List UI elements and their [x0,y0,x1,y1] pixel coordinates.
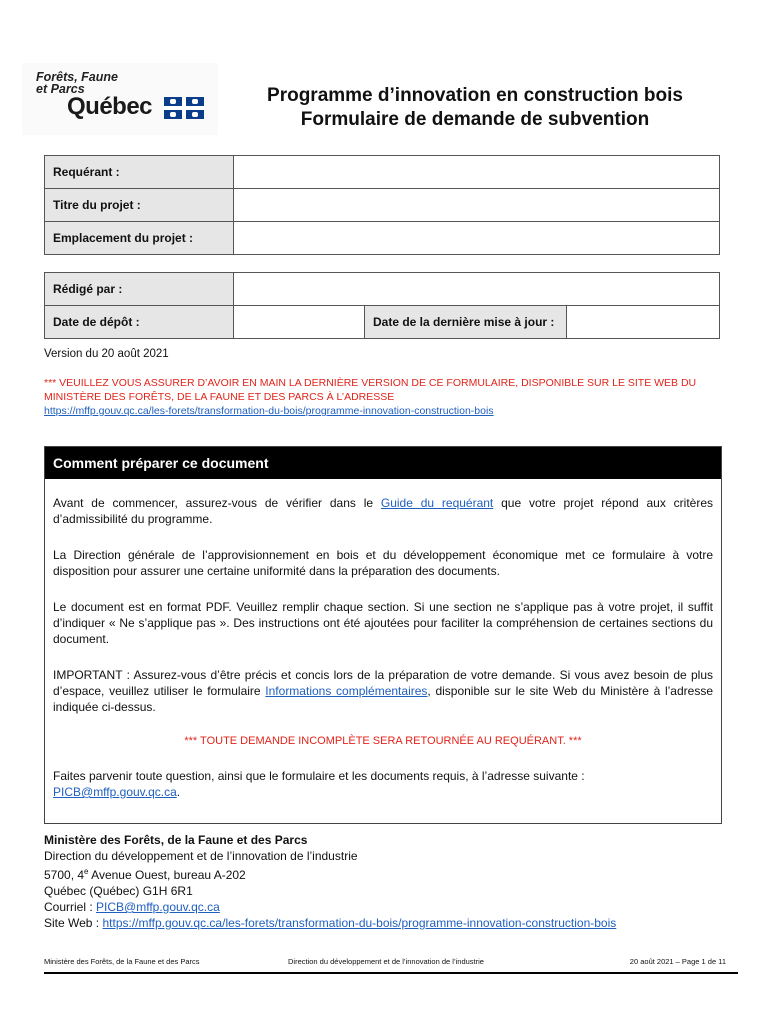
contact-address: 5700, 4e Avenue Ouest, bureau A-202 [44,867,246,882]
requerant-label: Requérant : [45,156,234,189]
instructions-p1: Avant de commencer, assurez-vous de vérifier dans le Guide du requérant que votre projet répond aux critères d’admissibilité du programme. [53,496,714,526]
ministry-url-link[interactable]: https://mffp.gouv.qc.ca/les-forets/transformation-du-bois/programme-innovation-construction-bois [44,405,494,417]
version-warning [44,376,734,418]
version-text: Version du 20 août 2021 [44,348,169,360]
titre-label: Titre du projet : [45,189,234,222]
footer-right: 20 août 2021 – Page 1 de 11 [629,957,726,966]
logo-quebec-text: Québec [67,93,153,120]
contact-ministry: Ministère des Forêts, de la Faune et des Parcs [44,833,308,847]
document-info-table [44,272,720,339]
guide-requerant-link[interactable]: Guide du requérant [380,496,494,510]
page-title: Programme d’innovation en construction bois Formulaire de demande de subvention [267,85,683,130]
incomplete-warning: *** TOUTE DEMANDE INCOMPLÈTE SERA RETOURNÉE AU REQUÉRANT. *** [184,735,582,747]
date-depot-field[interactable] [234,306,365,339]
contact-city: Québec (Québec) G1H 6R1 [44,884,193,898]
contact-email: Courriel : PICB@mffp.gouv.qc.ca [44,900,220,914]
project-info-table [44,155,720,255]
email-link[interactable]: PICB@mffp.gouv.qc.ca [53,785,177,799]
redige-field[interactable] [234,273,720,306]
requerant-field[interactable] [234,156,720,189]
contact-email-link[interactable]: PICB@mffp.gouv.qc.ca [96,900,220,914]
titre-field[interactable] [234,189,720,222]
footer-center: Direction du développement et de l’innovation de l’industrie [288,957,484,966]
date-maj-field[interactable] [567,306,720,339]
info-complementaires-link[interactable]: Informations complémentaires [265,684,428,698]
footer-left: Ministère des Forêts, de la Faune et des Parcs [44,957,200,966]
emplacement-label: Emplacement du projet : [45,222,234,255]
logo-ministry-text: Forêts, Faune et Parcs [36,70,118,96]
instructions-heading: Comment préparer ce document [45,447,721,479]
contact-web-link[interactable]: https://mffp.gouv.qc.ca/les-forets/transformation-du-bois/programme-innovation-construction-bois [102,916,617,930]
instructions-p5: Faites parvenir toute question, ainsi que le formulaire et les documents requis, à l’adresse suivante : PICB@mffp.gouv.qc.ca. [53,769,585,799]
date-maj-label: Date de la dernière mise à jour : [365,306,567,339]
contact-web: Site Web : https://mffp.gouv.qc.ca/les-forets/transformation-du-bois/programme-innovation-construction-bois [44,916,617,930]
warning-text: *** VEUILLEZ VOUS ASSURER D’AVOIR EN MAIN LA DERNIÈRE VERSION DE CE FORMULAIRE, DISPONIBLE SUR LE SITE WEB DU MINISTÈRE DES FORÊTS, DE LA FAUNE ET DES PARCS À L’ADRESSE [44,377,697,403]
instructions-p2: La Direction générale de l’approvisionnement en bois et du développement économique met ce formulaire à votre disposition pour assurer une certaine uniformité dans la préparation des documents. [53,548,713,578]
contact-block [44,832,616,931]
date-depot-label: Date de dépôt : [45,306,234,339]
redige-label: Rédigé par : [45,273,234,306]
footer-divider [44,972,738,974]
emplacement-field[interactable] [234,222,720,255]
contact-direction: Direction du développement et de l’innovation de l’industrie [44,849,358,863]
quebec-logo [22,63,218,135]
instructions-p3: Le document est en format PDF. Veuillez remplir chaque section. Si une section ne s’applique pas à votre projet, il suffit d’indiquer « Ne s’applique pas ». Des instructions ont été ajoutées pour faciliter la compréhension de certaines sections du document. [53,600,713,646]
instructions-p4: IMPORTANT : Assurez-vous d’être précis et concis lors de la préparation de votre demande. Si vous avez besoin de plus d’espace, veuillez utiliser le formulaire Informations complémentaires, disponible sur le site Web du Ministère à l’adresse indiquée ci-dessus. [53,668,713,714]
instructions-box [44,446,722,824]
fleur-de-lis-flag-icon [164,97,204,119]
